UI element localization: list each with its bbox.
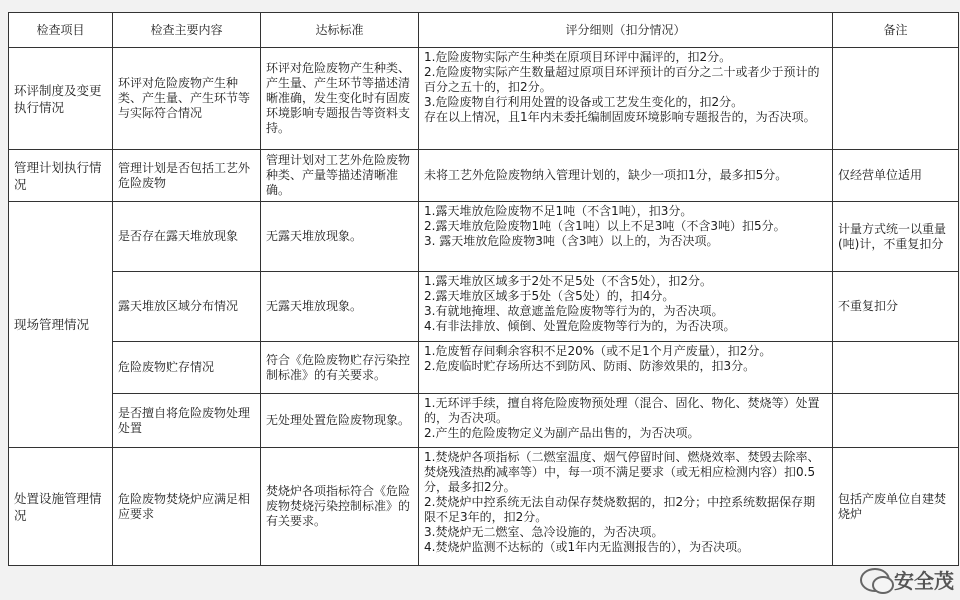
detail-line: 1.露天堆放危险废物不足1吨（不含1吨），扣3分。 — [424, 204, 693, 218]
table-row — [9, 342, 959, 394]
header-note: 备注 — [833, 13, 959, 48]
header-standard: 达标标准 — [261, 13, 419, 48]
detail-line: 1.危废暂存间剩余容积不足20%（或不足1个月产废量），扣2分。 — [424, 344, 772, 358]
watermark-text: 安全茂 — [894, 569, 954, 593]
scoring-detail-cell — [419, 272, 833, 342]
note-cell: 仅经营单位适用 — [833, 150, 959, 202]
standard-cell: 焚烧炉各项指标符合《危险废物焚烧污染控制标准》的有关要求。 — [261, 448, 419, 566]
main-content-cell: 是否存在露天堆放现象 — [113, 202, 261, 272]
main-content-cell: 危险废物焚烧炉应满足相应要求 — [113, 448, 261, 566]
table-row — [9, 448, 959, 566]
check-item-cell: 现场管理情况 — [9, 202, 113, 448]
standard-cell: 无露天堆放现象。 — [261, 202, 419, 272]
main-content-cell: 是否擅自将危险废物处理处置 — [113, 394, 261, 448]
check-item-cell: 处置设施管理情况 — [9, 448, 113, 566]
inspection-table — [8, 12, 959, 566]
table-row — [9, 394, 959, 448]
detail-line: 2.露天堆放危险废物1吨（含1吨）以上不足3吨（不含3吨）扣5分。 — [424, 219, 786, 233]
inspection-table-container — [8, 12, 958, 566]
main-content-cell: 管理计划是否包括工艺外危险废物 — [113, 150, 261, 202]
main-content-cell: 危险废物贮存情况 — [113, 342, 261, 394]
detail-line: 3. 露天堆放危险废物3吨（含3吨）以上的，为否决项。 — [424, 234, 719, 248]
standard-cell: 符合《危险废物贮存污染控制标准》的有关要求。 — [261, 342, 419, 394]
scoring-detail-cell — [419, 202, 833, 272]
detail-line: 3.有就地掩埋、故意遮盖危险废物等行为的，为否决项。 — [424, 304, 724, 318]
standard-cell: 环评对危险废物产生种类、产生量、产生环节等描述清晰准确，发生变化时有固废环境影响专题报告等资料支持。 — [261, 48, 419, 150]
detail-line: 2.焚烧炉中控系统无法自动保存焚烧数据的，扣2分；中控系统数据保存期限不足3年的，扣2分。 — [424, 495, 816, 524]
detail-line: 4.有非法排放、倾倒、处置危险废物等行为的，为否决项。 — [424, 319, 736, 333]
detail-line: 2.危险废物实际产生数量超过原项目环评预计的百分之二十或者少于预计的百分之五十的，扣2分。 — [424, 65, 820, 94]
note-cell — [833, 48, 959, 150]
scoring-detail-cell — [419, 150, 833, 202]
note-cell: 包括产废单位自建焚烧炉 — [833, 448, 959, 566]
scoring-detail-cell — [419, 394, 833, 448]
header-check-item: 检查项目 — [9, 13, 113, 48]
table-row — [9, 272, 959, 342]
detail-line: 1.危险废物实际产生种类在原项目环评中漏评的，扣2分。 — [424, 50, 732, 64]
scoring-detail-cell — [419, 48, 833, 150]
detail-line: 未将工艺外危险废物纳入管理计划的，缺少一项扣1分，最多扣5分。 — [424, 168, 788, 182]
main-content-cell: 露天堆放区域分布情况 — [113, 272, 261, 342]
detail-line: 3.危险废物自行利用处置的设备或工艺发生变化的，扣2分。 — [424, 95, 744, 109]
detail-line: 2.露天堆放区域多于5处（含5处）的，扣4分。 — [424, 289, 675, 303]
table-row — [9, 150, 959, 202]
wechat-icon — [860, 568, 890, 592]
detail-line: 2.产生的危险废物定义为副产品出售的，为否决项。 — [424, 426, 700, 440]
table-header-row — [9, 13, 959, 48]
note-cell — [833, 342, 959, 394]
note-cell: 计量方式统一以重量(吨)计，不重复扣分 — [833, 202, 959, 272]
standard-cell: 无处理处置危险废物现象。 — [261, 394, 419, 448]
detail-line: 1.露天堆放区域多于2处不足5处（不含5处），扣2分。 — [424, 274, 712, 288]
standard-cell: 无露天堆放现象。 — [261, 272, 419, 342]
main-content-cell: 环评对危险废物产生种类、产生量、产生环节等与实际符合情况 — [113, 48, 261, 150]
check-item-cell: 环评制度及变更执行情况 — [9, 48, 113, 150]
check-item-cell: 管理计划执行情况 — [9, 150, 113, 202]
header-scoring-detail: 评分细则（扣分情况） — [419, 13, 833, 48]
watermark — [860, 565, 954, 594]
detail-line: 1.无环评手续，擅自将危险废物预处理（混合、固化、物化、焚烧等）处置的，为否决项。 — [424, 396, 820, 425]
scoring-detail-cell — [419, 342, 833, 394]
detail-line: 1.焚烧炉各项指标（二燃室温度、烟气停留时间、燃烧效率、焚毁去除率、焚烧残渣热酌减率等）中，每一项不满足要求（或无相应检测内容）扣0.5分，最多扣2分。 — [424, 450, 820, 494]
scoring-detail-cell — [419, 448, 833, 566]
detail-line: 3.焚烧炉无二燃室、急冷设施的，为否决项。 — [424, 525, 664, 539]
detail-line: 4.焚烧炉监测不达标的（或1年内无监测报告的），为否决项。 — [424, 540, 750, 554]
table-row — [9, 48, 959, 150]
note-cell: 不重复扣分 — [833, 272, 959, 342]
standard-cell: 管理计划对工艺外危险废物种类、产量等描述清晰准确。 — [261, 150, 419, 202]
header-main-content: 检查主要内容 — [113, 13, 261, 48]
note-cell — [833, 394, 959, 448]
detail-line: 存在以上情况，且1年内未委托编制固废环境影响专题报告的，为否决项。 — [424, 110, 816, 124]
table-row — [9, 202, 959, 272]
detail-line: 2.危废临时贮存场所达不到防风、防雨、防渗效果的，扣3分。 — [424, 359, 756, 373]
